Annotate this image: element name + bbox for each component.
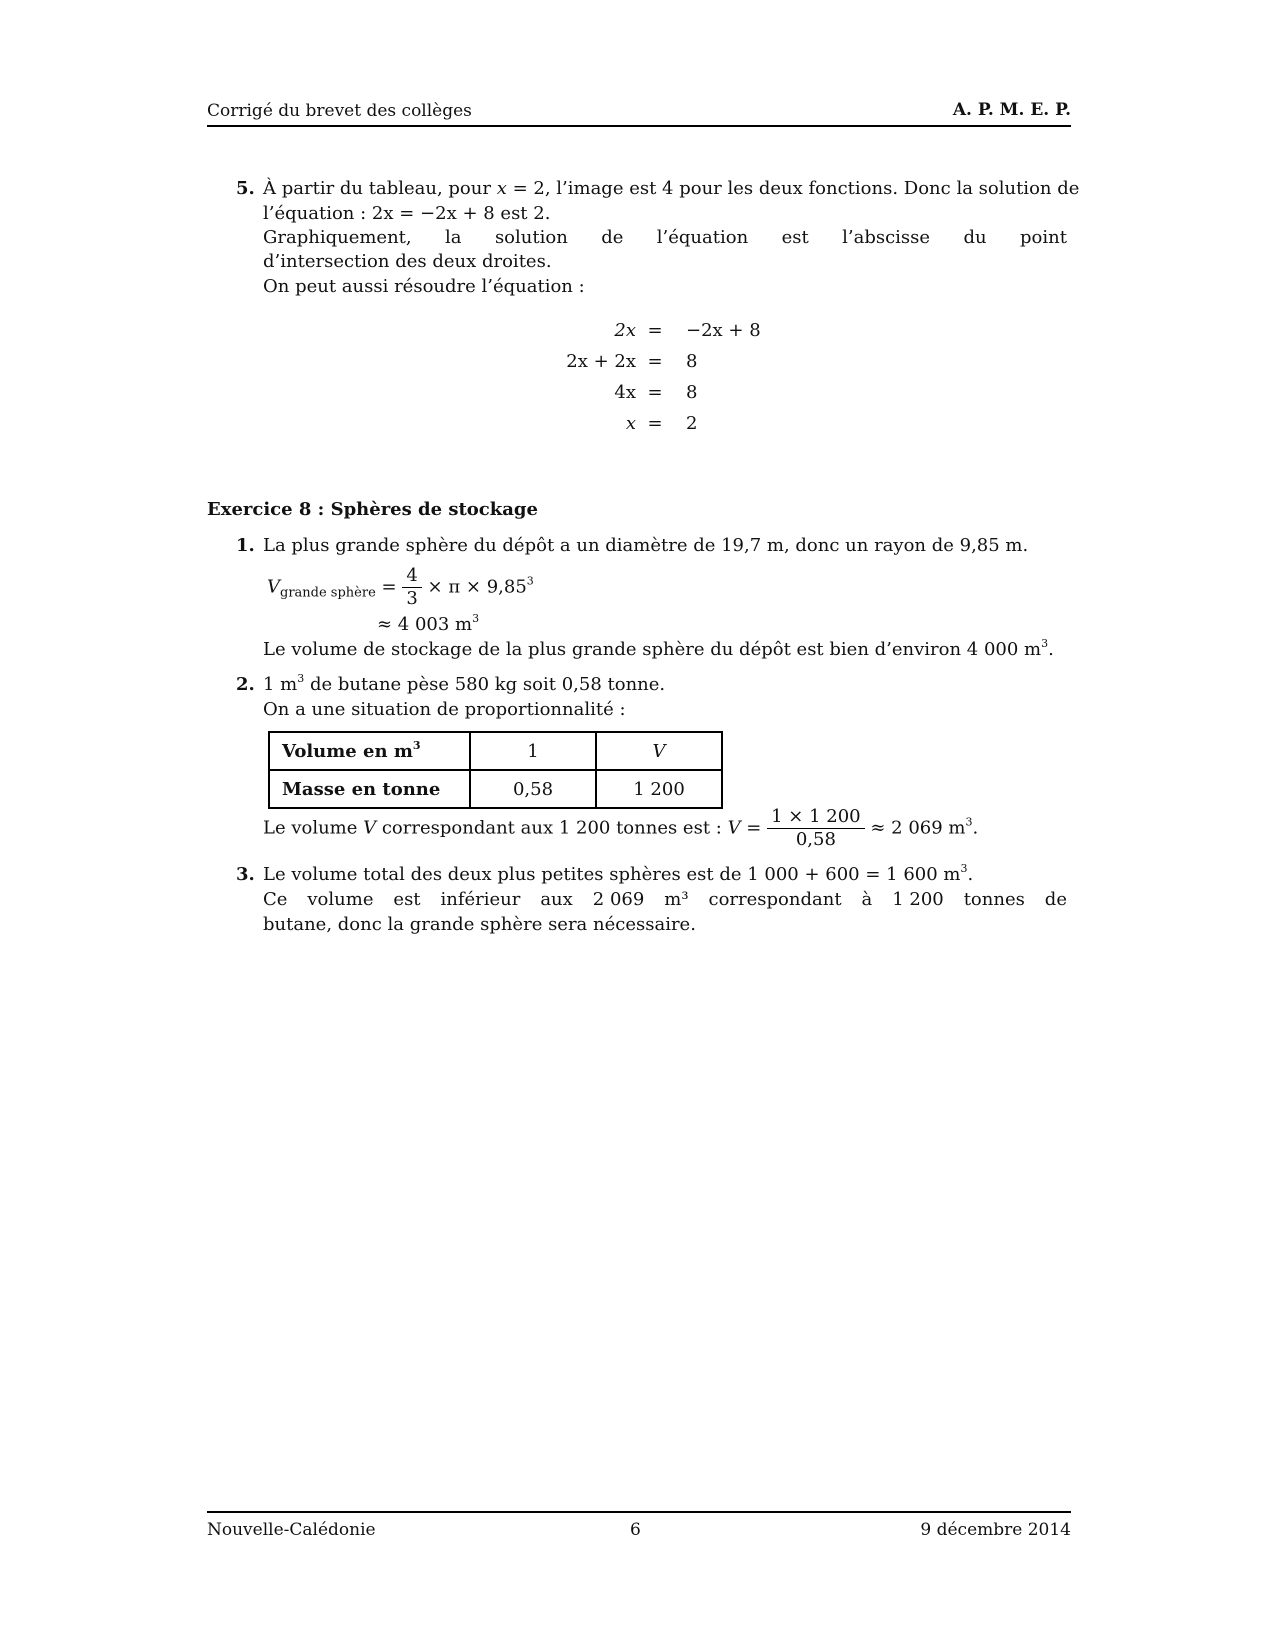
q2-result-v2: V xyxy=(727,817,741,839)
q3-line2-word: est xyxy=(393,889,421,910)
q3-line2 xyxy=(263,887,1067,912)
table-cell: V xyxy=(596,732,722,770)
q3-line1-text: Le volume total des deux plus petites sphères est de 1 000 + 600 = 1 600 m xyxy=(263,864,961,885)
q1-conclusion-text: Le volume de stockage de la plus grande sphère du dépôt est bien d’environ 4 000 m xyxy=(263,639,1042,660)
q2-result-v: V xyxy=(363,817,377,839)
q2-frac-den: 0,58 xyxy=(795,829,836,850)
q1-approx-text: ≈ 4 003 m xyxy=(377,614,473,635)
eq-row4-op: = xyxy=(647,413,663,434)
q5-line1-b: = 2, l’image est 4 pour les deux fonctions. Donc la solution de xyxy=(506,178,1080,199)
eq-row3-right: 8 xyxy=(686,382,698,403)
q3-line2-word: de xyxy=(1044,889,1067,910)
q5-line3-word: est xyxy=(781,227,809,248)
q1-approx-exp: 3 xyxy=(472,612,480,625)
q5-line3-word: solution xyxy=(494,227,568,248)
q2-number: 2. xyxy=(236,674,255,695)
q3-line2-word: tonnes xyxy=(963,889,1025,910)
q2-fraction xyxy=(767,806,865,851)
q3-line2-word: volume xyxy=(307,889,374,910)
table-header-volume-exp: 3 xyxy=(412,738,421,752)
page-number: 6 xyxy=(630,1520,641,1540)
eq-row3-left: 4x xyxy=(614,382,636,403)
table-cell: 1 200 xyxy=(596,770,722,808)
q2-result-a: Le volume xyxy=(263,817,364,839)
q1-conclusion-exp: 3 xyxy=(1041,637,1049,650)
q3-line2-word: m³ xyxy=(664,889,689,910)
header-rule xyxy=(207,125,1071,127)
q1-number: 1. xyxy=(236,535,255,556)
q3-line2-word: inférieur xyxy=(440,889,521,910)
exercise-title: Exercice 8 : Sphères de stockage xyxy=(207,499,538,520)
eq-row4-right: 2 xyxy=(686,413,698,434)
q5-line3-word: l’abscisse xyxy=(842,227,931,248)
q2-line1-a: 1 m xyxy=(263,674,298,695)
q2-result-end: . xyxy=(972,817,979,839)
q3-line1-exp: 3 xyxy=(960,862,968,875)
q5-line4: d’intersection des deux droites. xyxy=(263,251,552,272)
table-header-volume xyxy=(269,732,470,770)
q2-line1 xyxy=(263,672,665,697)
q5-line5: On peut aussi résoudre l’équation : xyxy=(263,276,585,297)
eq-row2-op: = xyxy=(647,351,663,372)
q3-line2-word: Ce xyxy=(263,889,288,910)
table-row xyxy=(269,732,722,770)
table-header-volume-label: Volume en m xyxy=(282,740,413,762)
q5-line3 xyxy=(263,225,1067,250)
footer-rule xyxy=(207,1511,1071,1513)
q1-frac-den: 3 xyxy=(406,588,418,609)
q2-result-eq: = xyxy=(740,817,762,839)
table-header-mass: Masse en tonne xyxy=(269,770,470,808)
q3-number: 3. xyxy=(236,864,255,885)
q5-line3-word: de xyxy=(601,227,624,248)
eq-row1-right: −2x + 8 xyxy=(686,320,761,341)
q3-line2-word: 1 200 xyxy=(892,889,944,910)
table-row xyxy=(269,770,722,808)
q2-line2: On a une situation de proportionnalité : xyxy=(263,699,626,720)
q1-exp: 3 xyxy=(526,574,534,588)
q3-line1 xyxy=(263,862,973,887)
q1-v-sub: grande sphère xyxy=(280,585,376,601)
header-left: Corrigé du brevet des collèges xyxy=(207,101,472,121)
proportion-table xyxy=(268,731,723,809)
q3-line2-word: correspondant xyxy=(708,889,842,910)
q1-formula xyxy=(267,565,534,610)
q3-line3: butane, donc la grande sphère sera nécessaire. xyxy=(263,914,696,935)
footer-left: Nouvelle-Calédonie xyxy=(207,1520,376,1540)
eq-row1-left: 2x xyxy=(614,320,636,341)
eq-row2-right: 8 xyxy=(686,351,698,372)
q3-line2-word: 2 069 xyxy=(592,889,645,910)
q1-after-frac: × π × 9,85 xyxy=(427,576,527,598)
q2-result-exp: 3 xyxy=(965,815,973,829)
q3-line2-word: aux xyxy=(540,889,573,910)
q5-line1-x: x xyxy=(496,178,507,199)
q5-number: 5. xyxy=(236,178,255,199)
q5-line3-word: Graphiquement, xyxy=(263,227,412,248)
q1-v-letter: V xyxy=(267,576,280,598)
q5-line3-word: du xyxy=(963,227,987,248)
q1-conclusion-end: . xyxy=(1048,639,1054,660)
header-right: A. P. M. E. P. xyxy=(952,100,1071,120)
q2-result-b: correspondant aux 1 200 tonnes est : xyxy=(376,817,728,839)
q3-line2-word: à xyxy=(861,889,873,910)
q2-line1-exp: 3 xyxy=(297,672,305,685)
q5-line3-word: l’équation xyxy=(656,227,749,248)
q5-line1 xyxy=(263,176,1079,201)
q2-frac-num: 1 × 1 200 xyxy=(767,806,865,829)
table-cell: 1 xyxy=(470,732,596,770)
eq-row4-left: x xyxy=(625,413,636,434)
q2-result-c: ≈ 2 069 m xyxy=(870,817,966,839)
q1-fraction xyxy=(402,565,421,610)
q5-line2: l’équation : 2x = −2x + 8 est 2. xyxy=(263,203,551,224)
eq-row2-left: 2x + 2x xyxy=(566,351,636,372)
q1-eq: = xyxy=(381,576,397,598)
q5-line3-word: la xyxy=(445,227,462,248)
q1-frac-num: 4 xyxy=(402,565,421,588)
footer-right: 9 décembre 2014 xyxy=(920,1520,1071,1540)
q5-line3-word: point xyxy=(1020,227,1067,248)
table-cell: 0,58 xyxy=(470,770,596,808)
q3-line1-end: . xyxy=(967,864,974,885)
eq-row1-op: = xyxy=(647,320,663,341)
q2-line1-b: de butane pèse 580 kg soit 0,58 tonne. xyxy=(304,674,666,695)
q1-conclusion xyxy=(263,637,1054,662)
q1-text: La plus grande sphère du dépôt a un diamètre de 19,7 m, donc un rayon de 9,85 m. xyxy=(263,535,1029,556)
eq-row3-op: = xyxy=(647,382,663,403)
q2-result xyxy=(263,806,978,851)
q5-line1-a: À partir du tableau, pour xyxy=(263,178,497,199)
q1-approx xyxy=(377,612,479,637)
